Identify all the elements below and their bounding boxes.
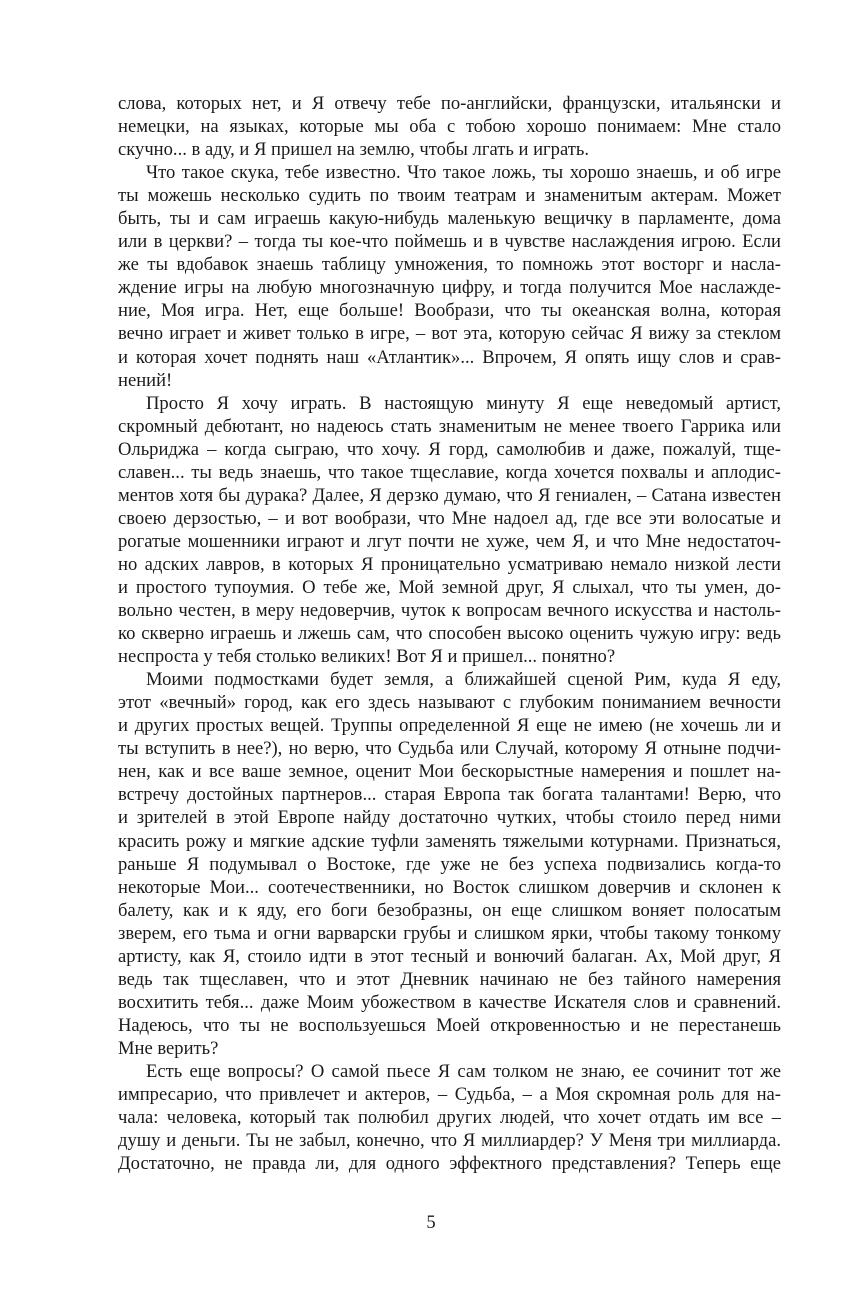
paragraph: [118, 161, 781, 391]
text-line: нений!: [118, 369, 173, 391]
text-line: восхитить тебя... даже Моим убожеством в качестве Искателя слов и сравнений.: [118, 991, 781, 1013]
text-line: скучно... в аду, и Я пришел на землю, чтобы лгать и играть.: [118, 139, 589, 161]
paragraph: [118, 668, 781, 1060]
text-line: Надеюсь, что ты не воспользуешься Моей откровенностью и не перестанешь: [118, 1014, 781, 1036]
text-line: и зрителей в этой Европе найду достаточно чутких, чтобы стоило перед ними: [118, 807, 781, 829]
text-line: вечно играет и живет только в игре, – вот эта, которую сейчас Я вижу за стеклом: [118, 323, 781, 345]
paragraph: [118, 92, 781, 161]
page-body: [118, 92, 781, 1175]
text-line: ждение игры на любую многозначную цифру, и тогда получится Мое наслажде-: [118, 277, 781, 299]
text-line: ментов хотя бы дурака? Далее, Я дерзко думаю, что Я гениален, – Сатана известен: [118, 484, 781, 506]
text-line: импресарио, что привлечет и актеров, – Судьба, – а Моя скромная роль для на-: [118, 1084, 781, 1106]
text-line: слова, которых нет, и Я отвечу тебе по-английски, французски, итальянски и: [118, 93, 781, 114]
text-line: славен... ты ведь знаешь, что такое тщеславие, когда хочется похвалы и аплодис-: [118, 461, 781, 483]
text-line: красить рожу и мягкие адские туфли заменять тяжелыми котурнами. Признаться,: [118, 830, 781, 852]
text-line: или в церкви? – тогда ты кое-что поймешь и в чувстве наслаждения игрою. Если: [118, 231, 781, 253]
text-line: Что такое скука, тебе известно. Что такое ложь, ты хорошо знаешь, и об игре: [146, 162, 781, 184]
text-line: зверем, его тьма и огни варварски грубы и слишком ярки, чтобы такому тонкому: [118, 922, 781, 944]
text-line: нен, как и все ваше земное, оценит Мои бескорыстные намерения и пошлет на-: [118, 761, 781, 783]
text-line: некоторые Мои... соотечественники, но Восток слишком доверчив и склонен к: [118, 876, 781, 898]
text-line: Моими подмостками будет земля, а ближайшей сценой Рим, куда Я еду,: [146, 669, 781, 691]
text-line: но адских лавров, в которых Я проницательно усматриваю немало низкой лести: [118, 553, 781, 575]
text-line: ко скверно играешь и лжешь сам, что способен высоко оценить чужую игру: ведь: [118, 623, 781, 645]
text-line: ты вступить в нее?), но верю, что Судьба или Случай, которому Я отныне подчи-: [118, 738, 781, 760]
text-line: и других простых вещей. Труппы определенной Я еще не имею (не хочешь ли и: [118, 715, 781, 737]
paragraph: [118, 1060, 781, 1175]
text-line: Есть еще вопросы? О самой пьесе Я сам толком не знаю, ее сочинит тот же: [146, 1060, 781, 1082]
text-line: Просто Я хочу играть. В настоящую минуту Я еще неведомый артист,: [146, 392, 781, 414]
text-line: рогатые мошенники играют и лгут почти не хуже, чем Я, и что Мне недостаточ-: [118, 530, 781, 552]
text-line: же ты вдобавок знаешь таблицу умножения, то помножь этот восторг и насла-: [118, 254, 781, 276]
text-line: душу и деньги. Ты не забыл, конечно, что Я миллиардер? У Меня три миллиарда.: [118, 1130, 781, 1152]
text-line: раньше Я подумывал о Востоке, где уже не без успеха подвизались когда-то: [118, 853, 781, 875]
text-line: этот «вечный» город, как его здесь называют с глубоким пониманием вечности: [118, 692, 781, 714]
text-line: быть, ты и сам играешь какую-нибудь маленькую вещичку в парламенте, дома: [118, 208, 781, 230]
text-line: Ольриджа – когда сыграю, что хочу. Я горд, самолюбив и даже, пожалуй, тще-: [118, 438, 781, 460]
text-line: Достаточно, не правда ли, для одного эффектного представления? Теперь еще: [118, 1153, 781, 1175]
text-line: ты можешь несколько судить по твоим театрам и знаменитым актерам. Может: [118, 185, 781, 207]
text-line: неспроста у тебя столько великих! Вот Я и пришел... понятно?: [118, 646, 616, 668]
text-line: балету, как и к яду, его боги безобразны, он еще слишком воняет полосатым: [118, 899, 781, 921]
page-number: 5: [426, 1212, 436, 1233]
text-line: и которая хочет поднять наш «Атлантик»... Впрочем, Я опять ищу слов и срав-: [118, 346, 781, 368]
text-line: артисту, как Я, стоило идти в этот тесный и вонючий балаган. Ах, Мой друг, Я: [118, 945, 781, 967]
text-line: скромный дебютант, но надеюсь стать знаменитым не менее твоего Гаррика или: [118, 415, 781, 437]
text-line: ведь так тщеславен, что и этот Дневник начинаю не без тайного намерения: [118, 968, 781, 990]
text-line: вольно честен, в меру недоверчив, чуток к вопросам вечного искусства и настоль-: [118, 600, 781, 622]
text-line: ние, Моя игра. Нет, еще больше! Вообрази, что ты океанская волна, которая: [118, 300, 781, 322]
text-line: Мне верить?: [118, 1037, 219, 1059]
text-line: немецки, на языках, которые мы оба с тобою хорошо понимаем: Мне стало: [118, 116, 781, 138]
text-line: своею дерзостью, – и вот вообрази, что Мне надоел ад, где все эти волосатые и: [118, 507, 781, 529]
text-line: встречу достойных партнеров... старая Европа так богата талантами! Верю, что: [118, 784, 781, 806]
text-line: чала: человека, который так полюбил других людей, что хочет отдать им все –: [118, 1107, 781, 1129]
paragraph: [118, 392, 781, 669]
text-line: и простого тупоумия. О тебе же, Мой земной друг, Я слыхал, что ты умен, до-: [118, 576, 781, 598]
